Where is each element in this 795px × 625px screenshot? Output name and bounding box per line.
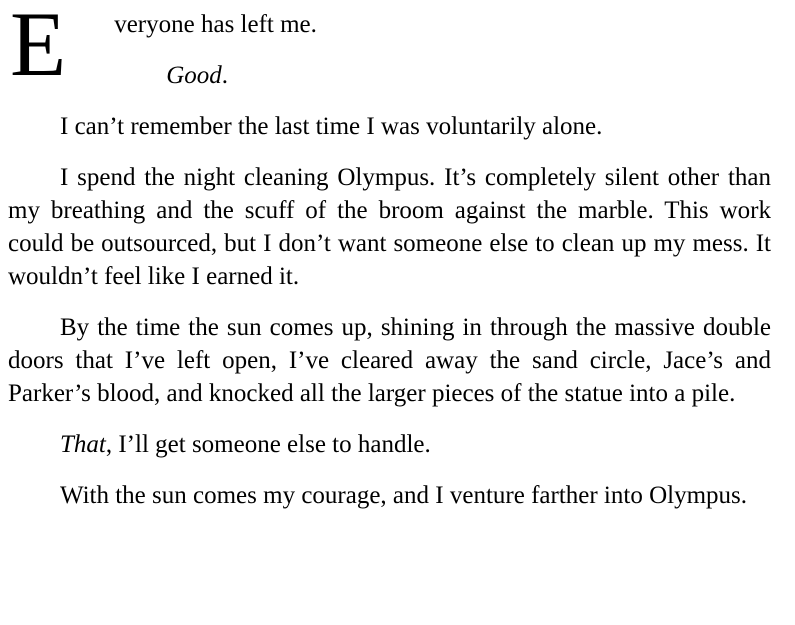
paragraph-courage: With the sun comes my courage, and I venture farther into Olympus. — [60, 482, 747, 509]
paragraph-that — [8, 428, 771, 461]
italic-word: Good — [166, 62, 222, 89]
italic-word: That — [60, 431, 106, 458]
paragraph-that-rest: , I’ll get someone else to handle. — [105, 431, 431, 458]
paragraph-good — [8, 59, 771, 92]
paragraph-opening-text: veryone has left me. — [114, 11, 317, 38]
paragraph-good-rest: . — [221, 62, 229, 89]
drop-cap-letter: E — [10, 0, 67, 95]
paragraph-sunrise: By the time the sun comes up, shining in through the massive double doors that I’ve left open, I’ve cleared away the sand circle, Jace’s and Parker’s blood, and knocked all the larger pieces of the statue into a pile. — [8, 314, 771, 407]
paragraph-cleaning: I spend the night cleaning Olympus. It’s completely silent other than my breathing and the scuff of the broom against the marble. This work could be outsourced, but I don’t want someone else to clean up my mess. It wouldn’t feel like I earned it. — [8, 164, 771, 290]
paragraph-alone: I can’t remember the last time I was voluntarily alone. — [60, 113, 603, 140]
